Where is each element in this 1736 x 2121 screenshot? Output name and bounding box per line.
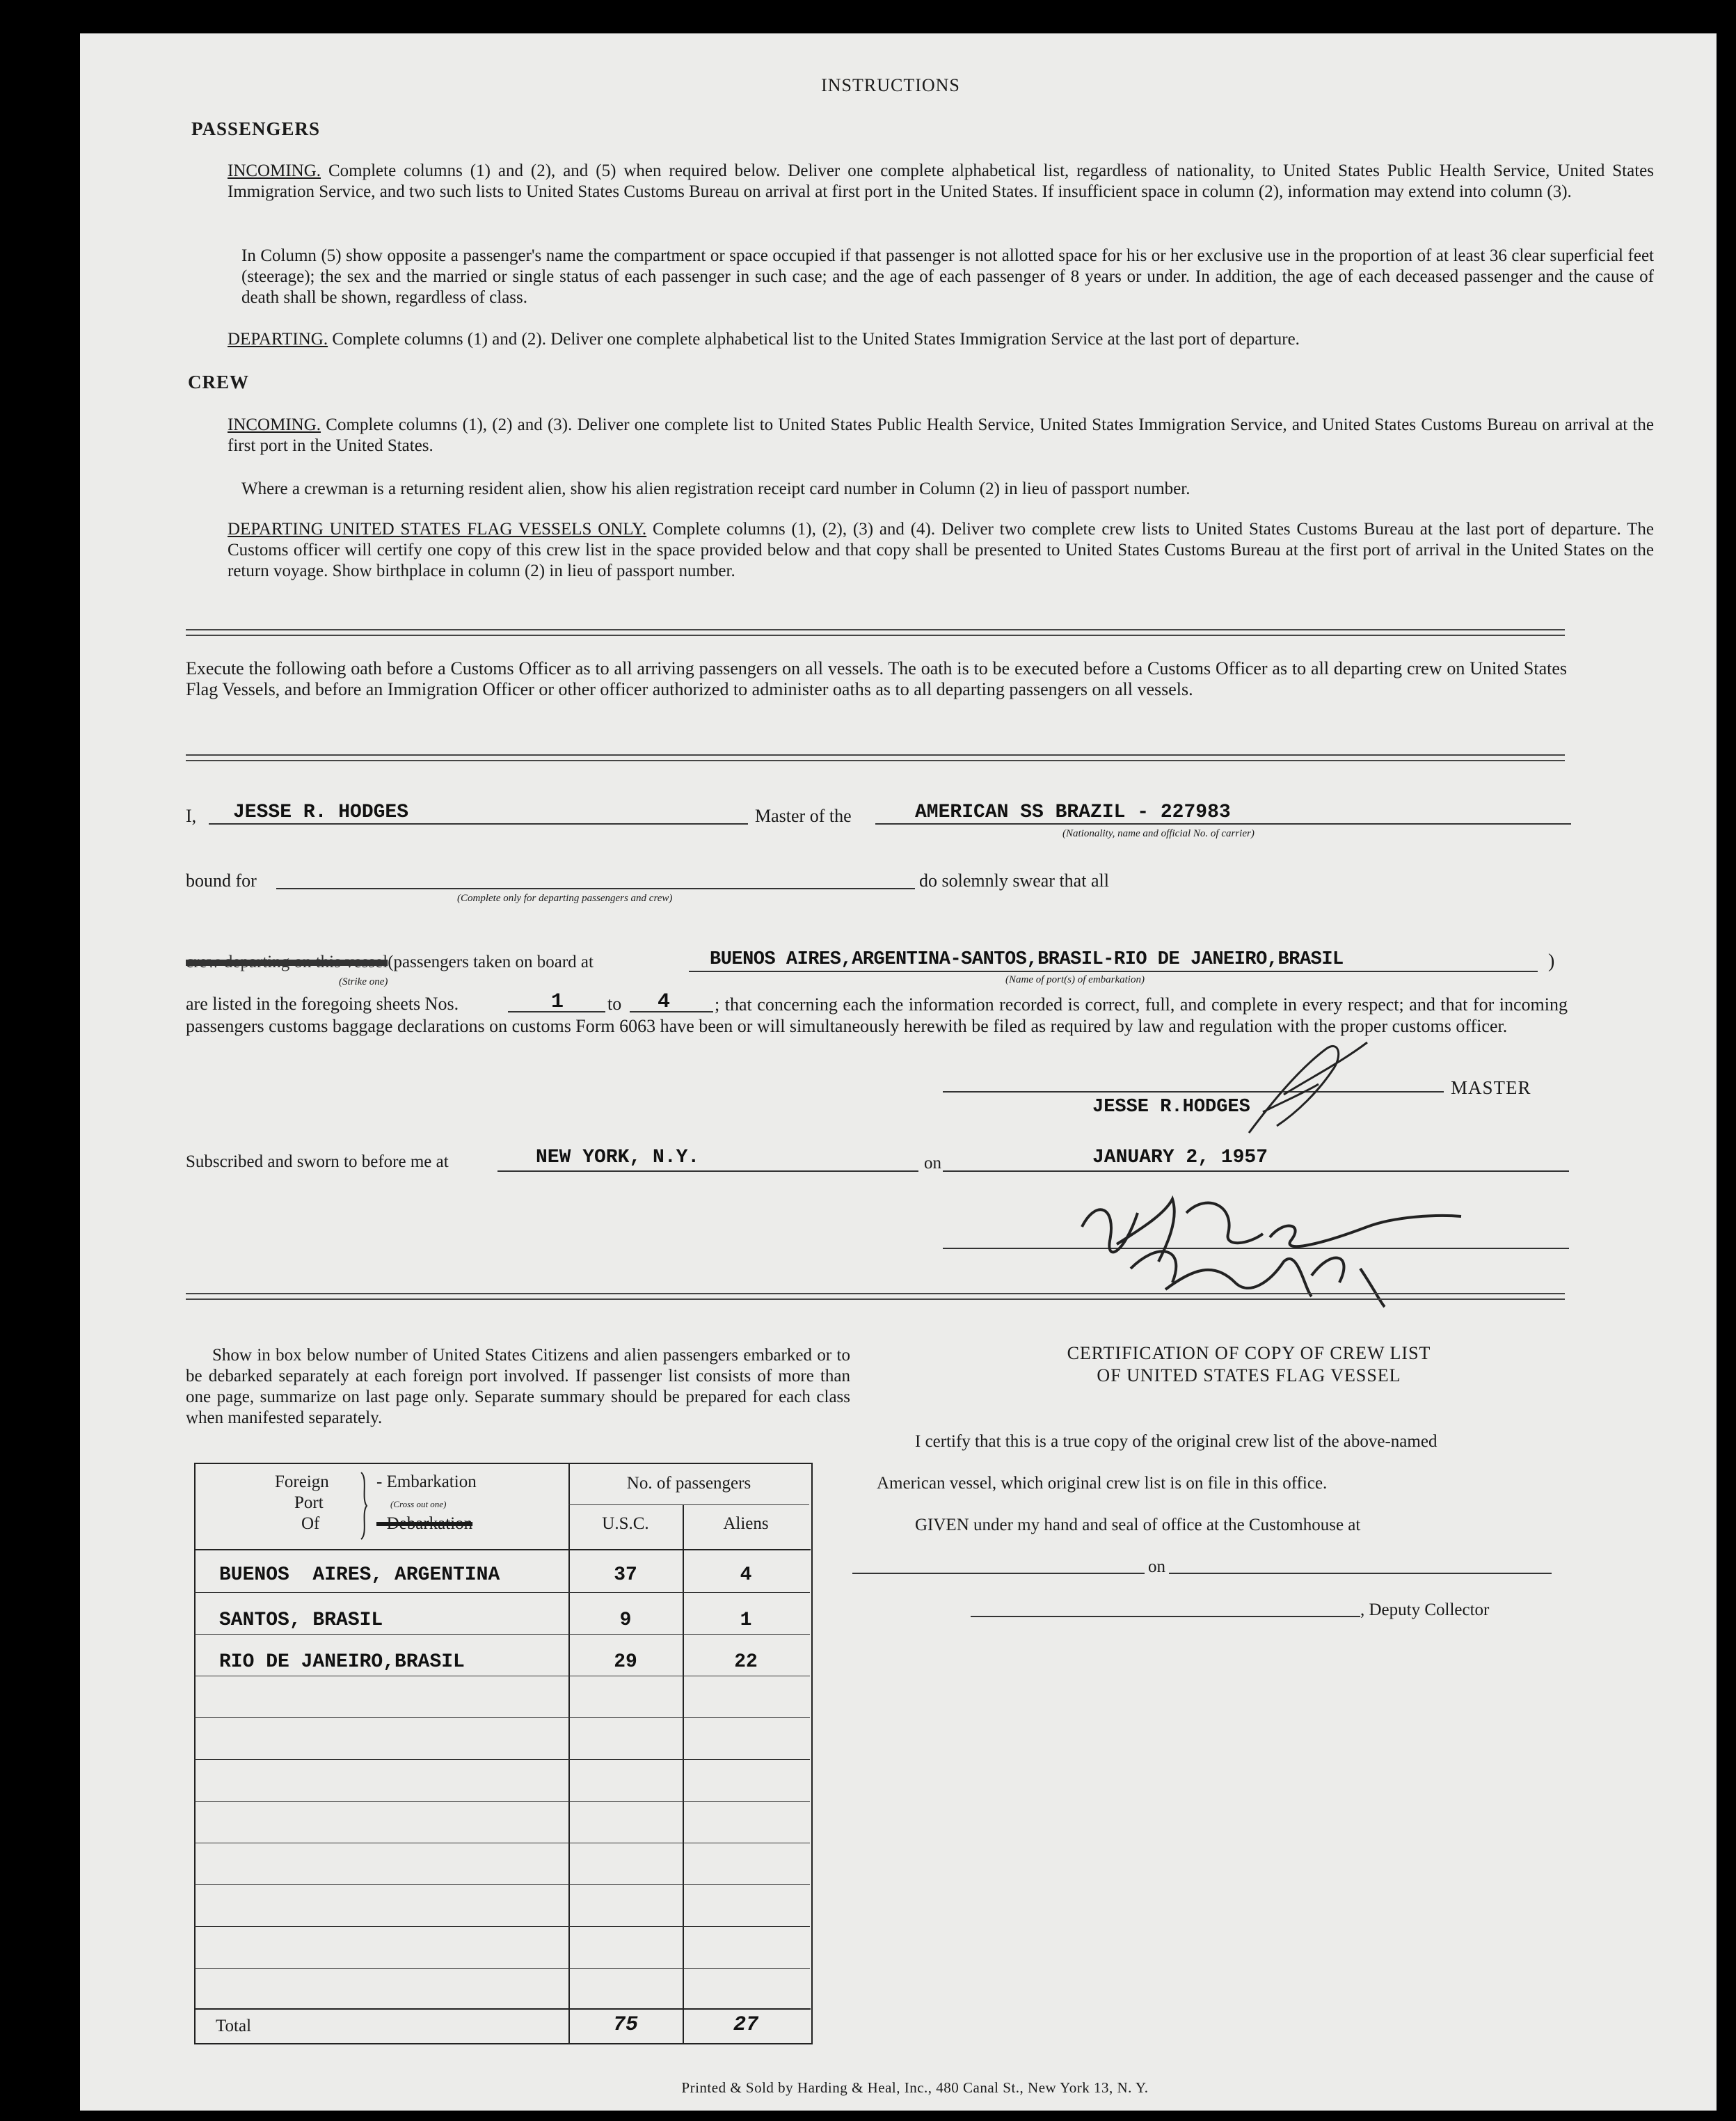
passengers-incoming-paragraph xyxy=(228,161,1654,202)
sheet-from: 1 xyxy=(551,990,564,1014)
row-line-4 xyxy=(194,1717,810,1718)
row-aliens: 22 xyxy=(734,1651,758,1673)
printer-footer: Printed & Sold by Harding & Heal, Inc., 480 Canal St., New York 13, N. Y. xyxy=(681,2079,1149,2096)
ports-caption: (Name of port(s) of embarkation) xyxy=(1005,974,1145,985)
close-paren: ) xyxy=(1548,951,1555,972)
master-name: JESSE R. HODGES xyxy=(233,802,409,823)
crew-heading: CREW xyxy=(188,372,250,392)
officer-signature xyxy=(1075,1185,1465,1310)
listed-text: are listed in the foregoing sheets Nos. xyxy=(186,994,459,1014)
customhouse-line xyxy=(852,1573,1145,1574)
sheet-to: 4 xyxy=(658,990,671,1014)
divider-2 xyxy=(186,754,1565,761)
crew-incoming-text: Complete columns (1), (2) and (3). Deliver one complete list to United States Public Health Service, United States Immigration Service, and United States Customs Bureau on arrival at the first port in the United States. xyxy=(228,415,1655,455)
divider-1 xyxy=(186,629,1565,636)
row-line-1 xyxy=(194,1592,810,1593)
crew-incoming-paragraph xyxy=(228,415,1654,456)
master-of-label: Master of the xyxy=(755,806,852,826)
certification-line-3: GIVEN under my hand and seal of office at the Customhouse at xyxy=(915,1516,1361,1534)
total-label: Total xyxy=(216,2017,252,2035)
crew-struck-text: crew departing on this vessel xyxy=(186,953,388,971)
total-aliens: 27 xyxy=(733,2013,758,2037)
row-usc: 9 xyxy=(619,1610,632,1631)
crew-departing-text: Complete columns (1), (2), (3) and (4). Deliver two complete crew lists to United States Customs Bureau at the last port of departure. The Customs officer will certify one copy of this crew list in the space provided below and that copy shall be presented to United States Customs Bureau at the first port of arrival in the United States on the return voyage. Show birthplace in column (2) in lieu of passport number. xyxy=(228,520,1655,580)
row-line-6 xyxy=(194,1801,810,1802)
embarkation-ports: BUENOS AIRES,ARGENTINA-SANTOS,BRASIL-RIO DE JANEIRO,BRASIL xyxy=(710,949,1344,970)
on-label: on xyxy=(924,1154,941,1173)
strike-caption: (Strike one) xyxy=(339,976,388,987)
master-signed-name: JESSE R.HODGES xyxy=(1092,1097,1250,1118)
row-line-8 xyxy=(194,1884,810,1885)
vessel-line xyxy=(875,823,1571,825)
crew-incoming-label: INCOMING. xyxy=(228,415,321,434)
i-label: I, xyxy=(186,806,197,826)
passengers-column5-text: In Column (5) show opposite a passenger's name the compartment or space occupied if that passenger is not allotted space for his or her exclusive use in the proportion of at least 36 clear superficial feet (steerage); the sex and the married or single status of each passenger in such case; and the age of each passenger of 8 years or under. In addition, the age of each deceased passenger and the cause of death shall be shown, regardless of class. xyxy=(241,246,1654,307)
subscribed-label: Subscribed and sworn to before me at xyxy=(186,1152,449,1171)
crew-departing-paragraph xyxy=(228,519,1654,582)
master-label: MASTER xyxy=(1451,1077,1531,1098)
bound-for-label: bound for xyxy=(186,871,257,891)
col-usc: U.S.C. xyxy=(602,1514,649,1533)
col-aliens: Aliens xyxy=(723,1514,769,1533)
vessel-name: AMERICAN SS BRAZIL - 227983 xyxy=(915,802,1231,823)
crew-departing-label: DEPARTING UNITED STATES FLAG VESSELS ONLY. xyxy=(228,520,647,539)
date-line xyxy=(943,1170,1569,1172)
passengers-departing-label: DEPARTING. xyxy=(228,330,328,349)
oath-passengers-row xyxy=(186,953,594,972)
certification-on-label: on xyxy=(1148,1557,1165,1576)
passengers-departing-text: Complete columns (1) and (2). Deliver one complete alphabetical list to the United States Immigration Service at the last port of departure. xyxy=(332,330,1300,349)
bound-for-line xyxy=(276,888,915,889)
row-usc: 37 xyxy=(614,1564,637,1586)
sworn-date: JANUARY 2, 1957 xyxy=(1092,1147,1268,1168)
col-passengers: No. of passengers xyxy=(626,1474,751,1493)
col-debarkation: - Debarkation xyxy=(376,1514,473,1533)
certification-title-2: OF UNITED STATES FLAG VESSEL xyxy=(1097,1365,1401,1385)
col-crossout: (Cross out one) xyxy=(390,1499,447,1509)
col-port-2: Port xyxy=(294,1493,324,1512)
row-aliens: 1 xyxy=(740,1610,752,1631)
instructions-title: INSTRUCTIONS xyxy=(821,75,960,95)
document-page xyxy=(80,33,1717,2111)
table-header-bottom xyxy=(194,1549,811,1550)
to-label: to xyxy=(607,994,622,1014)
divider-3 xyxy=(186,1293,1565,1300)
passengers-heading: PASSENGERS xyxy=(191,118,321,139)
certification-date-line xyxy=(1169,1573,1552,1574)
place-line xyxy=(497,1170,918,1172)
master-name-line xyxy=(209,823,748,825)
col-embarkation: - Embarkation xyxy=(376,1472,477,1491)
row-aliens: 4 xyxy=(740,1564,752,1586)
passengers-departing-paragraph xyxy=(228,329,1654,350)
col-port-3: Of xyxy=(301,1514,320,1533)
row-line-9 xyxy=(194,1926,810,1927)
row-port: SANTOS, BRASIL xyxy=(219,1610,383,1631)
bound-for-caption: (Complete only for departing passengers and crew) xyxy=(457,893,673,904)
deputy-collector-line xyxy=(971,1616,1360,1617)
passengers-taken-text: (passengers taken on board at xyxy=(388,953,594,971)
oath-intro: Execute the following oath before a Customs Officer as to all arriving passengers on all vessels. The oath is to be executed before a Customs Officer as to all departing crew on United States Flag Vessels, and before an Immigration Officer or other officer authorized to administer oaths as to all departing passengers on all vessels. xyxy=(186,658,1567,699)
table-header-divider xyxy=(568,1504,809,1505)
row-port: RIO DE JANEIRO,BRASIL xyxy=(219,1651,465,1673)
brace-icon xyxy=(358,1471,374,1541)
sworn-place: NEW YORK, N.Y. xyxy=(536,1147,700,1168)
row-line-5 xyxy=(194,1759,810,1760)
swear-text: do solemnly swear that all xyxy=(919,871,1109,891)
deputy-collector-label: , Deputy Collector xyxy=(1360,1600,1490,1619)
total-usc: 75 xyxy=(612,2013,638,2037)
crew-alien-text: Where a crewman is a returning resident alien, show his alien registration receipt card number in Column (2) in lieu of passport number. xyxy=(241,479,1190,498)
passengers-incoming-text: Complete columns (1) and (2), and (5) when required below. Deliver one complete alphabetical list, regardless of nationality, to United States Public Health Service, United States Immigration Service, and two such lists to United States Customs Bureau on arrival at first port in the United States. If insufficient space in column (2), information may extend into column (3). xyxy=(228,161,1654,201)
row-usc: 29 xyxy=(614,1651,637,1673)
col-port-1: Foreign xyxy=(275,1472,329,1491)
master-signature xyxy=(1221,1028,1416,1140)
certification-line-1: I certify that this is a true copy of the original crew list of the above-named xyxy=(915,1432,1438,1451)
vessel-caption: (Nationality, name and official No. of carrier) xyxy=(1062,828,1255,839)
ports-line xyxy=(689,971,1538,972)
total-row-top xyxy=(194,2008,811,2010)
certification-title-1: CERTIFICATION OF COPY OF CREW LIST xyxy=(1067,1343,1431,1363)
passengers-incoming-label: INCOMING. xyxy=(228,161,321,180)
row-line-2 xyxy=(194,1634,810,1635)
certification-line-2: American vessel, which original crew list is on file in this office. xyxy=(877,1474,1328,1493)
row-line-10 xyxy=(194,1968,810,1969)
oath-continuation: ; that concerning each the information recorded is correct, full, and complete in every respect; and that for incoming passengers customs baggage declarations on customs Form 6063 have been or will simultaneously herewith be filed as required by law and regulation with the proper customs officer. xyxy=(186,994,1568,1036)
summary-instructions: Show in box below number of United States Citizens and alien passengers embarked or to be debarked separately at each foreign port involved. If passenger list consists of more than one page, summarize on last page only. Separate summary should be prepared for each class when manifested separately. xyxy=(186,1346,850,1427)
row-port: BUENOS AIRES, ARGENTINA xyxy=(219,1564,500,1586)
